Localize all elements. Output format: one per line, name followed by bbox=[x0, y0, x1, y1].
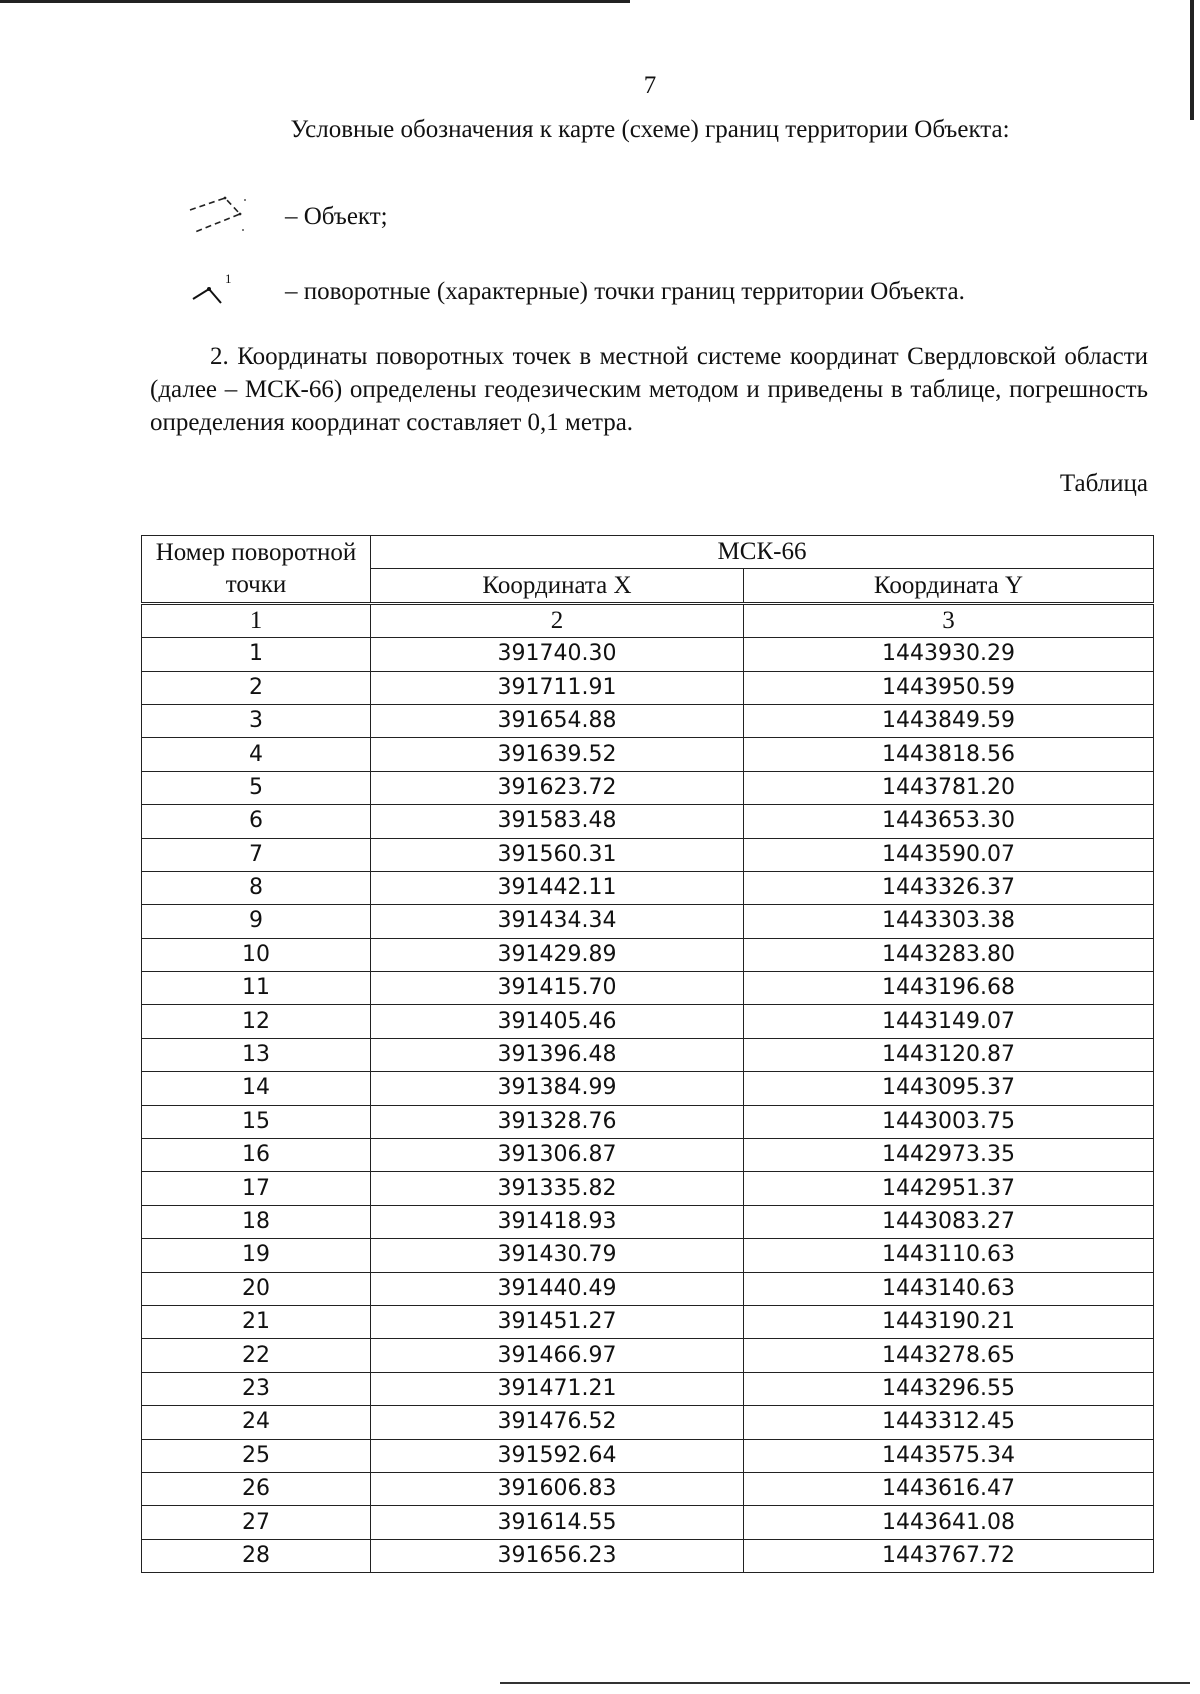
table-row bbox=[142, 1272, 1154, 1305]
point-number-cell: 1 bbox=[142, 638, 371, 671]
coordinate-y-cell: 1443190.21 bbox=[744, 1305, 1154, 1338]
legend-turning-point-text: – поворотные (характерные) точки границ территории Объекта. bbox=[285, 278, 965, 305]
table-row bbox=[142, 1472, 1154, 1505]
coordinate-x-cell: 391306.87 bbox=[371, 1139, 744, 1172]
column-numbers-row bbox=[142, 603, 1154, 637]
coordinate-x-cell: 391614.55 bbox=[371, 1506, 744, 1539]
point-number-cell: 27 bbox=[142, 1506, 371, 1539]
coordinate-x-cell: 391740.30 bbox=[371, 638, 744, 671]
point-number-cell: 2 bbox=[142, 671, 371, 704]
table-row bbox=[142, 771, 1154, 804]
point-number-cell: 19 bbox=[142, 1239, 371, 1272]
table-row bbox=[142, 905, 1154, 938]
coordinate-x-cell: 391623.72 bbox=[371, 771, 744, 804]
coordinate-y-cell: 1443110.63 bbox=[744, 1239, 1154, 1272]
coordinate-x-cell: 391560.31 bbox=[371, 838, 744, 871]
point-number-cell: 20 bbox=[142, 1272, 371, 1305]
coordinate-y-cell: 1443149.07 bbox=[744, 1005, 1154, 1038]
coordinate-y-cell: 1443326.37 bbox=[744, 871, 1154, 904]
point-number-cell: 25 bbox=[142, 1439, 371, 1472]
page-number: 7 bbox=[643, 72, 657, 99]
table-row bbox=[142, 1205, 1154, 1238]
coordinate-x-cell: 391654.88 bbox=[371, 704, 744, 737]
table-row bbox=[142, 1305, 1154, 1338]
table-row bbox=[142, 1406, 1154, 1439]
point-number-cell: 11 bbox=[142, 972, 371, 1005]
point-number-cell: 24 bbox=[142, 1406, 371, 1439]
coordinate-y-cell: 1443303.38 bbox=[744, 905, 1154, 938]
coordinate-x-cell: 391328.76 bbox=[371, 1105, 744, 1138]
point-number-cell: 14 bbox=[142, 1072, 371, 1105]
coordinate-y-cell: 1443140.63 bbox=[744, 1272, 1154, 1305]
point-number-cell: 15 bbox=[142, 1105, 371, 1138]
table-row bbox=[142, 671, 1154, 704]
coordinate-x-cell: 391451.27 bbox=[371, 1305, 744, 1338]
table-row bbox=[142, 838, 1154, 871]
column-number-1: 1 bbox=[142, 603, 371, 637]
coordinate-x-cell: 391466.97 bbox=[371, 1339, 744, 1372]
legend-item-object bbox=[185, 192, 388, 242]
coordinate-y-cell: 1443575.34 bbox=[744, 1439, 1154, 1472]
object-boundary-icon bbox=[185, 192, 285, 242]
header-coordinate-system: МСК-66 bbox=[371, 536, 1154, 569]
column-number-3: 3 bbox=[744, 603, 1154, 637]
coordinate-x-cell: 391335.82 bbox=[371, 1172, 744, 1205]
coordinate-y-cell: 1443781.20 bbox=[744, 771, 1154, 804]
column-number-2: 2 bbox=[371, 603, 744, 637]
legend-item-turning-point bbox=[185, 267, 965, 317]
point-number-cell: 3 bbox=[142, 704, 371, 737]
coordinate-x-cell: 391418.93 bbox=[371, 1205, 744, 1238]
table-caption: Таблица bbox=[1059, 470, 1148, 497]
coordinate-y-cell: 1443312.45 bbox=[744, 1406, 1154, 1439]
coordinate-y-cell: 1443283.80 bbox=[744, 938, 1154, 971]
table-row bbox=[142, 1139, 1154, 1172]
coordinates-table bbox=[141, 535, 1154, 1573]
table-row bbox=[142, 1339, 1154, 1372]
coordinate-x-cell: 391606.83 bbox=[371, 1472, 744, 1505]
coordinate-x-cell: 391471.21 bbox=[371, 1372, 744, 1405]
coordinate-y-cell: 1443278.65 bbox=[744, 1339, 1154, 1372]
coordinate-y-cell: 1443653.30 bbox=[744, 805, 1154, 838]
coordinates-paragraph: 2. Координаты поворотных точек в местной системе координат Свердловской области (далее – МСК-66) определены геодезическим методом и приведены в таблице, погрешность определения координат составляет 0,1 метра. bbox=[150, 343, 1148, 436]
coordinate-y-cell: 1442951.37 bbox=[744, 1172, 1154, 1205]
table-row bbox=[142, 805, 1154, 838]
coordinate-y-cell: 1443930.29 bbox=[744, 638, 1154, 671]
table-header-row bbox=[142, 536, 1154, 569]
point-number-cell: 6 bbox=[142, 805, 371, 838]
point-number-cell: 9 bbox=[142, 905, 371, 938]
coordinate-x-cell: 391430.79 bbox=[371, 1239, 744, 1272]
point-number-cell: 4 bbox=[142, 738, 371, 771]
coordinate-y-cell: 1443641.08 bbox=[744, 1506, 1154, 1539]
header-point-number: Номер поворотной точки bbox=[142, 536, 371, 604]
coordinate-y-cell: 1443616.47 bbox=[744, 1472, 1154, 1505]
table-row bbox=[142, 704, 1154, 737]
point-number-cell: 16 bbox=[142, 1139, 371, 1172]
table-row bbox=[142, 1105, 1154, 1138]
table-row bbox=[142, 1439, 1154, 1472]
point-number-cell: 8 bbox=[142, 871, 371, 904]
coordinate-x-cell: 391434.34 bbox=[371, 905, 744, 938]
table-row bbox=[142, 972, 1154, 1005]
coordinate-x-cell: 391405.46 bbox=[371, 1005, 744, 1038]
coordinate-x-cell: 391396.48 bbox=[371, 1038, 744, 1071]
header-coordinate-y: Координата Y bbox=[744, 569, 1154, 603]
table-row bbox=[142, 1539, 1154, 1572]
coordinate-y-cell: 1443095.37 bbox=[744, 1072, 1154, 1105]
coordinate-y-cell: 1443296.55 bbox=[744, 1372, 1154, 1405]
table-row bbox=[142, 1072, 1154, 1105]
header-coordinate-x: Координата X bbox=[371, 569, 744, 603]
table-row bbox=[142, 738, 1154, 771]
coordinate-x-cell: 391440.49 bbox=[371, 1272, 744, 1305]
scan-border-top bbox=[0, 0, 630, 3]
coordinate-x-cell: 391384.99 bbox=[371, 1072, 744, 1105]
coordinate-x-cell: 391592.64 bbox=[371, 1439, 744, 1472]
table-row bbox=[142, 1172, 1154, 1205]
table-row bbox=[142, 1372, 1154, 1405]
point-number-cell: 22 bbox=[142, 1339, 371, 1372]
coordinate-y-cell: 1443120.87 bbox=[744, 1038, 1154, 1071]
point-number-cell: 10 bbox=[142, 938, 371, 971]
table-row bbox=[142, 1506, 1154, 1539]
coordinate-x-cell: 391583.48 bbox=[371, 805, 744, 838]
coordinate-x-cell: 391639.52 bbox=[371, 738, 744, 771]
table-row bbox=[142, 1239, 1154, 1272]
legend-title: Условные обозначения к карте (схеме) границ территории Объекта: bbox=[290, 116, 1010, 143]
point-number-cell: 21 bbox=[142, 1305, 371, 1338]
coordinate-y-cell: 1443950.59 bbox=[744, 671, 1154, 704]
point-number-cell: 26 bbox=[142, 1472, 371, 1505]
coordinate-y-cell: 1443083.27 bbox=[744, 1205, 1154, 1238]
table-row bbox=[142, 638, 1154, 671]
table-row bbox=[142, 938, 1154, 971]
coordinate-y-cell: 1442973.35 bbox=[744, 1139, 1154, 1172]
point-number-cell: 28 bbox=[142, 1539, 371, 1572]
table-row bbox=[142, 871, 1154, 904]
point-number-cell: 12 bbox=[142, 1005, 371, 1038]
scan-border-right bbox=[1190, 0, 1194, 120]
coordinate-x-cell: 391442.11 bbox=[371, 871, 744, 904]
scan-border-bottom bbox=[500, 1682, 1190, 1684]
coordinate-y-cell: 1443003.75 bbox=[744, 1105, 1154, 1138]
table-row bbox=[142, 1005, 1154, 1038]
turning-point-marker: 1 bbox=[225, 271, 232, 286]
coordinate-y-cell: 1443767.72 bbox=[744, 1539, 1154, 1572]
coordinate-y-cell: 1443849.59 bbox=[744, 704, 1154, 737]
coordinate-x-cell: 391476.52 bbox=[371, 1406, 744, 1439]
coordinate-x-cell: 391429.89 bbox=[371, 938, 744, 971]
coordinate-x-cell: 391415.70 bbox=[371, 972, 744, 1005]
coordinate-y-cell: 1443590.07 bbox=[744, 838, 1154, 871]
point-number-cell: 7 bbox=[142, 838, 371, 871]
coordinate-y-cell: 1443818.56 bbox=[744, 738, 1154, 771]
point-number-cell: 17 bbox=[142, 1172, 371, 1205]
coordinate-x-cell: 391711.91 bbox=[371, 671, 744, 704]
point-number-cell: 13 bbox=[142, 1038, 371, 1071]
point-number-cell: 5 bbox=[142, 771, 371, 804]
coordinate-x-cell: 391656.23 bbox=[371, 1539, 744, 1572]
turning-point-icon bbox=[185, 267, 285, 317]
table-row bbox=[142, 1038, 1154, 1071]
legend-object-text: – Объект; bbox=[285, 203, 388, 230]
point-number-cell: 23 bbox=[142, 1372, 371, 1405]
point-number-cell: 18 bbox=[142, 1205, 371, 1238]
coordinate-y-cell: 1443196.68 bbox=[744, 972, 1154, 1005]
